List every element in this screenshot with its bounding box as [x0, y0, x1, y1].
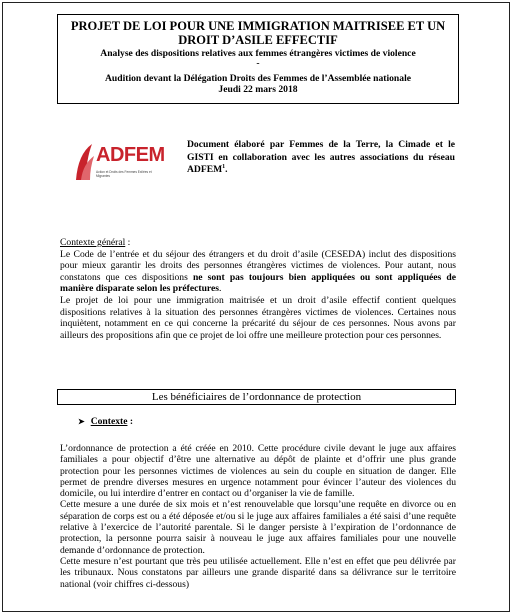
title-box	[57, 14, 459, 104]
logo-tagline: Action et Droits des Femmes Exilées et Migrantes	[96, 170, 152, 178]
document-title: PROJET DE LOI POUR UNE IMMIGRATION MAITRISEE ET UN DROIT D’ASILE EFFECTIF	[70, 19, 446, 47]
contexte-paragraph-1: Le Code de l’entrée et du séjour des étrangers et du droit d’asile (CESEDA) inclut des dispositions pour mieux garantir les droits des personnes étrangères victimes de violences. Pour autant, nous constatons que ces dispositions ne sont pas toujours bien appliquées ou sont appliquées de manière disparate selon les préfectures.	[60, 248, 457, 295]
footnote-marker[interactable]: 1	[222, 163, 226, 170]
contexte-general: Contexte général : Le Code de l’entrée et du séjour des étrangers et du droit d’asile (CESEDA) inclut des dispositions pour mieux garantir les droits des personnes étrangères victimes de violences. Pour autant, nous constatons que ces dispositions ne sont pas toujours bien appliquées ou sont appliquées de manière disparate selon les préfectures. Le projet de loi pour une immigration maitrisée et un droit d’asile effectif contient quelques dispositions relatives à la situation des personnes étrangères victimes de violences. Certaines nous inquiètent, notamment en ce qui concerne la précarité du séjour de ces personnes. Nous avons par ailleurs des propositions afin que ce projet de loi offre une meilleure protection pour ces personnes.	[60, 237, 457, 341]
contexte-label: Contexte général	[60, 237, 126, 248]
section-paragraph-3: Cette mesure n’est pourtant que très peu utilisée actuellement. Elle n’est en effet que peu délivrée par les tribunaux. Nous constatons par ailleurs une grande disparité dans sa délivrance sur le territoire national (voir chiffres ci-dessous)	[60, 555, 456, 590]
title-separator: -	[256, 58, 260, 69]
logo-wordmark: ADFEM	[96, 144, 165, 166]
arrow-bullet-icon: ➤	[78, 417, 85, 426]
section-paragraph-2: Cette mesure a une durée de six mois et n’est renouvelable que lorsqu’une requête en divorce ou en séparation de corps est ou a été déposée et/ou si le juge aux affaires familiales a été saisi d’une requête relative à l’exercice de l’autorité parentale. Si le danger persiste à l’expiration de l’ordonnance de protection, la personne pourra saisir à nouveau le juge aux affaires familiales pour une nouvelle demande d’ordonnance de protection.	[60, 499, 456, 556]
section-paragraph-1: L’ordonnance de protection a été créée en 2010. Cette procédure civile devant le juge aux affaires familiales a pour objectif d’être une alternative au dépôt de plainte et d’offrir une plus grande protection pour les personnes victimes de violences au sein du couple en situation de danger. Elle permet de prendre diverses mesures en urgence notamment pour évincer l’auteur des violences du domicile, ou lui interdire d’entrer en contact ou d’organiser la vie de famille.	[60, 443, 456, 500]
audition-line: Audition devant la Délégation Droits des Femmes de l’Assemblée nationale	[104, 73, 411, 84]
sub-heading-contexte: ➤ Contexte :	[78, 416, 134, 427]
document-subtitle: Analyse des dispositions relatives aux femmes étrangères victimes de violence	[100, 48, 416, 59]
contexte-paragraph-2: Le projet de loi pour une immigration maitrisée et un droit d’asile effectif contient quelques dispositions relatives à la situation des personnes étrangères victimes de violences. Certaines nous inquiètent, notamment en ce qui concerne la précarité du séjour de ces personnes. Nous avons par ailleurs des propositions afin que ce projet de loi offre une meilleure protection pour ces personnes.	[60, 294, 456, 341]
adfem-logo	[74, 138, 165, 188]
section-body	[60, 443, 456, 590]
logo-mark-icon	[74, 140, 96, 186]
audition-date: Jeudi 22 mars 2018	[218, 84, 298, 95]
document-credits: Document élaboré par Femmes de la Terre, la Cimade et le GISTI en collaboration avec les autres associations du réseau ADFEM$^1$.	[187, 139, 455, 175]
section-heading: Les bénéficiaires de l’ordonnance de protection	[57, 389, 456, 405]
